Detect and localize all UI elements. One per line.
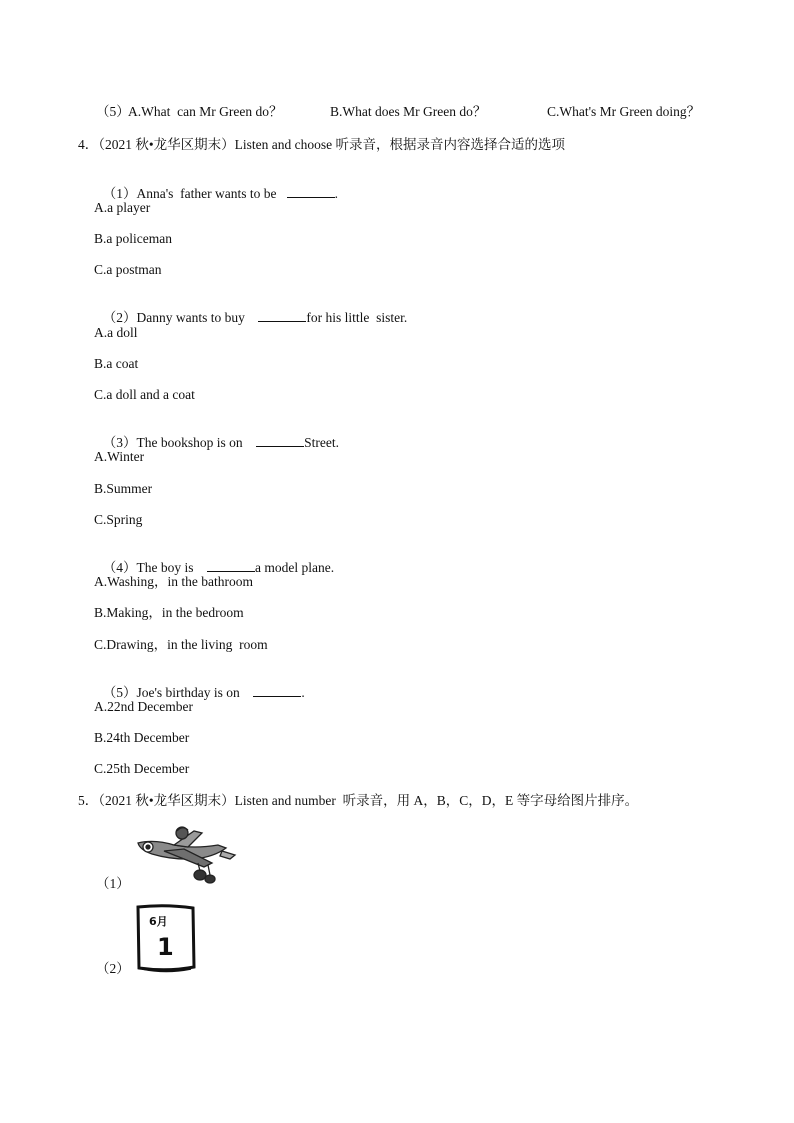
q4-item2-stem-text: （2）Danny wants to buy — [102, 310, 259, 325]
q4-item2-option-b: B.a coat — [94, 356, 139, 371]
q4-item2-stem-tail: for his little sister. — [306, 310, 408, 325]
q3-item5-option-a: A.What can Mr Green do？ — [128, 104, 283, 119]
q4-item1-option-a: A.a player — [94, 200, 151, 215]
q4-header: 4．（2021 秋•龙华区期末）Listen and choose 听录音，根据录音内容选择合适的选项 — [78, 137, 565, 152]
calendar-picture — [133, 903, 199, 975]
q4-item3-option-c: C.Spring — [94, 512, 143, 527]
q5-item2-label: （2） — [96, 961, 130, 976]
calendar-month: 6月 — [149, 915, 168, 928]
q4-item2-option-a: A.a doll — [94, 325, 138, 340]
q4-item4-option-b: B.Making，in the bedroom — [94, 605, 244, 620]
q5-item1-label: （1） — [96, 876, 130, 891]
q4-item3-option-b: B.Summer — [94, 481, 153, 496]
q4-item3-option-a: A.Winter — [94, 449, 145, 464]
q4-item1-option-c: C.a postman — [94, 262, 162, 277]
q4-item5-option-a: A.22nd December — [94, 699, 193, 714]
q5-header: 5．（2021 秋•龙华区期末）Listen and number 听录音，用 A，B，C，D，E 等字母给图片排序。 — [78, 793, 639, 808]
q4-item3-stem-tail: Street. — [304, 435, 339, 450]
q4-item4-option-c: C.Drawing，in the living room — [94, 637, 268, 652]
airplane-pilot-picture — [134, 823, 238, 889]
answer-blank — [253, 684, 301, 697]
q3-item5-option-b: B.What does Mr Green do？ — [330, 104, 487, 119]
q4-item1-stem-text: （1）Anna's father wants to be — [102, 186, 287, 201]
q4-item1-option-b: B.a policeman — [94, 231, 172, 246]
answer-blank — [258, 309, 306, 322]
q4-item1-stem-tail: . — [334, 186, 339, 201]
q4-item5-option-b: B.24th December — [94, 730, 190, 745]
q4-item4-option-a: A.Washing，in the bathroom — [94, 574, 254, 589]
q4-item5-option-c: C.25th December — [94, 761, 190, 776]
q4-item1-stem — [96, 169, 338, 202]
q4-item5-stem — [96, 668, 305, 701]
q4-item2-option-c: C.a doll and a coat — [94, 387, 195, 402]
answer-blank — [256, 434, 304, 447]
q4-item4-stem-text: （4）The boy is — [102, 560, 207, 575]
q4-item3-stem-text: （3）The bookshop is on — [102, 435, 257, 450]
q4-item4-stem — [96, 543, 334, 576]
q3-item5-label: （5） — [96, 104, 130, 119]
q4-item5-stem-text: （5）Joe's birthday is on — [102, 685, 254, 700]
answer-blank — [207, 559, 255, 572]
q4-item5-stem-tail: . — [301, 685, 305, 700]
calendar-day: 1 — [157, 933, 174, 961]
q4-item4-stem-tail: a model plane. — [255, 560, 335, 575]
q4-item2-stem — [96, 293, 407, 326]
answer-blank — [287, 185, 335, 198]
q3-item5-option-c: C.What's Mr Green doing？ — [547, 104, 701, 119]
q4-item3-stem — [96, 418, 339, 451]
